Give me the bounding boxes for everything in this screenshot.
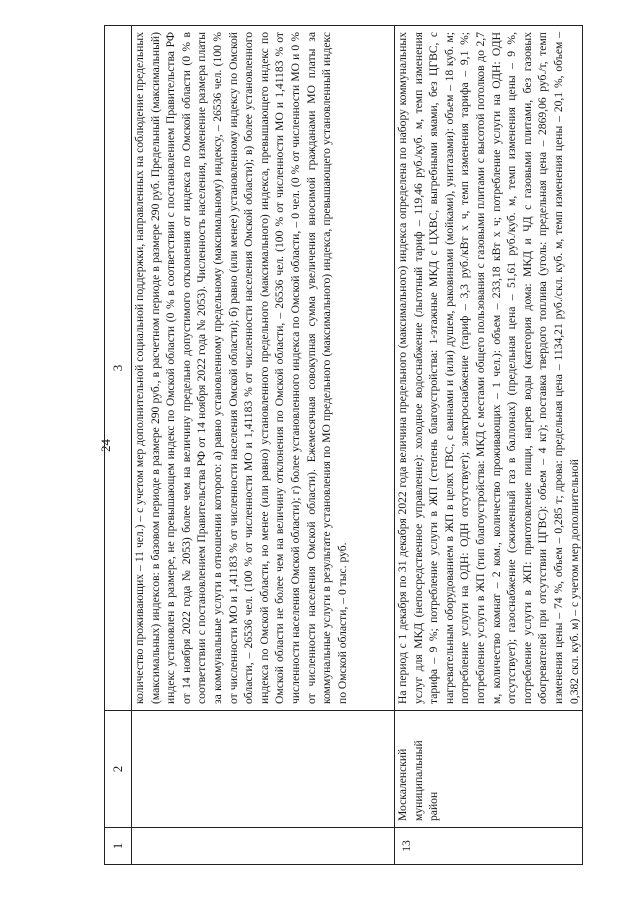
table-row [395,26,583,865]
description-text: На период с 1 декабря по 31 декабря 2022 года величина предельного (максимального) индекса определена по набору коммунальных услуг для МКД (непосредственное управление): холодное водоснабжение (льготный тариф – 119,46 руб./куб. м, темп изменения тарифа – 9 %; потребление услуги в ЖП (степень благоустройства: 1-этажные МКД с ЦХВС, выгребными ямами, без ЦГВС, с нагревательным оборудованием в ЖП в целях ГВС, с ваннами и (или) душем, раковинами (мойками), унитазами): объем – 18 куб. м; потребление услуги на ОДН: ОДН отсутствует); электроснабжение (тариф – 3,3 руб./кВт х ч, темп изменения тарифа – 9,1 %; потребление услуги в ЖП (тип благоустройства: МКД с местами общего пользования с газовыми плитами с высотой потолков до 2,7 м, количество комнат – 2 ком., количество проживающих – 1 чел.): объем – 233,18 кВт х ч; потребление услуги на ОДН: ОДН отсутствует); газоснабжение (сжиженный газ в баллонах) (предельная цена – 51,61 руб./куб. м, темп изменения цены – 9 %, потребление услуги в ЖП: приготовление пищи, нагрев воды (категория дома: МКД и ЧД с газовыми плитами, без газовых обогревателей при отсутствии ЦГВС): объем – 4 кг); поставка твердого топлива (уголь: предельная цена – 2869,06 руб./т, темп изменения цены – 74 %, объем – 0,285 т; дрова: предельная цена – 1134,21 руб./скл. куб. м, темп изменения цены – 20,1 %, объем – 0,382 скл. куб. м) – с учетом мер дополнительной [395,26,583,711]
district-name [132,711,395,828]
header-col-3: 3 [105,26,132,711]
table-header-row [105,26,132,865]
row-number [132,828,395,865]
district-name: Москаленский муниципальный район [395,711,583,828]
header-col-1: 1 [105,828,132,865]
page-number: 24 [98,439,113,452]
row-number: 13 [395,828,583,865]
indices-table [104,25,583,865]
description-text: количество проживающих – 11 чел.) – с учетом мер дополнительной социальной поддержки, направленных на соблюдение предельных (максимальных) индексов: в базовом периоде в размере 290 руб., в расчетном периоде в размере 290 руб. Предельный (максимальный) индекс установлен в размере, не превышающем индекс по Омской области (0 % в соответствии с постановлением Правительства РФ от 14 ноября 2022 года № 2053) более чем на величину предельно допустимого отклонения от индекса по Омской области (0 % в соответствии с постановлением Правительства РФ от 14 ноября 2022 года № 2053). Численность населения, изменение размера платы за коммунальные услуги в отношении которого: а) равно установленному предельному (максимальному) индексу, – 26536 чел. (100 % от численности МО и 1,41183 % от численности населения Омской области); б) равно (или менее) установленному индексу по Омской области, – 26536 чел. (100 % от численности МО и 1,41183 % от численности населения Омской области); в) более установленного индекса по Омской области, но менее (или равно) установленного предельного (максимального) индекса, превышающего индекс по Омской области не более чем на величину отклонения по Омской области, – 26536 чел. (100 % от численности МО и 1,41183 % от численности населения Омской области); г) более установленного индекса по Омской области, – 0 чел. (0 % от численности МО и 0 % от численности населения Омской области). Ежемесячная совокупная сумма увеличения вносимой гражданами МО платы за коммунальные услуги в результате установления по МО предельного (максимального) индекса, превышающего установленный индекс по Омской области, – 0 тыс. руб. [132,26,395,711]
table-row [132,26,395,865]
header-col-2: 2 [105,711,132,828]
rotated-table-container [104,25,581,865]
